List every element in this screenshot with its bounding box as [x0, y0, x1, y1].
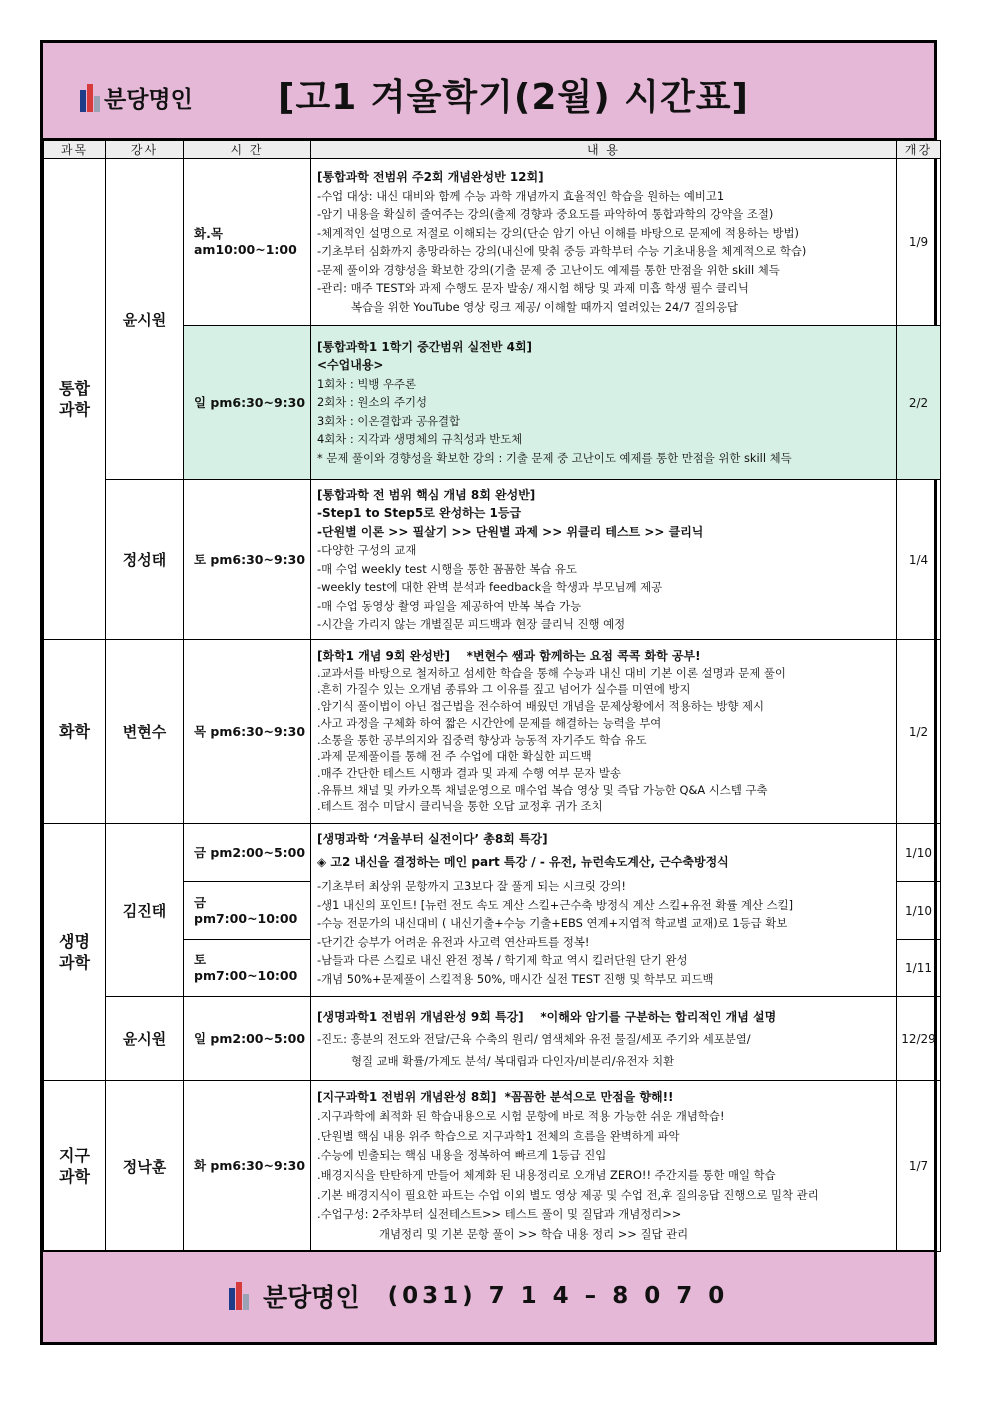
table-row — [44, 480, 941, 640]
table-row — [44, 824, 941, 882]
class-time: 토 pm6:30~9:30 — [184, 480, 311, 640]
content-line: 4회차 : 지각과 생명체의 규칙성과 반도체 — [317, 432, 523, 447]
content-line: .사고 과정을 구체화 하여 짧은 시간안에 문제를 해결하는 능력을 부여 — [317, 715, 662, 730]
teacher-name: 정성태 — [106, 480, 184, 640]
class-time: 화 pm6:30~9:30 — [184, 1081, 311, 1252]
teacher-name: 김진태 — [106, 824, 184, 997]
col-teacher: 강사 — [106, 141, 184, 159]
content-line: -문제 풀이와 경향성을 확보한 강의(기출 문제 중 고난이도 예제를 통한 만점을 위한 skill 체득 — [317, 262, 780, 277]
class-content — [311, 640, 897, 824]
table-row — [44, 640, 941, 824]
content-line: .매주 간단한 테스트 시행과 결과 및 과제 수행 여부 문자 발송 — [317, 765, 621, 780]
course-title: [통합과학 전범위 주2회 개념완성반 12회] — [317, 170, 544, 184]
content-line: -Step1 to Step5로 완성하는 1등급 — [317, 506, 522, 520]
academy-logo-icon — [229, 1282, 249, 1310]
teacher-name: 변현수 — [106, 640, 184, 824]
course-title — [317, 1088, 890, 1108]
content-line: 복습을 위한 YouTube 영상 링크 제공/ 이해할 때까지 열려있는 24/7 질의응답 — [351, 299, 739, 314]
table-header-row — [44, 141, 941, 159]
content-line: .기본 배경지식이 필요한 파트는 수업 이외 별도 영상 제공 및 수업 전,후 질의응답 진행으로 밀착 관리 — [317, 1187, 819, 1202]
subject-earth-science: 지구 과학 — [44, 1081, 106, 1252]
table-row — [44, 159, 941, 326]
class-content — [311, 326, 897, 480]
class-content — [311, 1081, 897, 1252]
content-line: -개념 50%+문제풀이 스킬적용 50%, 매시간 실전 TEST 진행 및 학부모 피드백 — [317, 971, 714, 986]
table-row — [44, 1081, 941, 1252]
teacher-name: 윤시원 — [106, 159, 184, 480]
course-title: [통합과학 전 범위 핵심 개념 8회 완성반] — [317, 487, 536, 502]
course-subtitle: ◈ 고2 내신을 결정하는 메인 part 특강 / - 유전, 뉴런속도계산, 근수축방정식 — [317, 854, 729, 869]
academy-logo-icon — [80, 84, 100, 112]
start-date: 1/11 — [897, 940, 941, 997]
course-title-tagline: *변현수 쌤과 함께하는 요점 콕콕 화학 공부! — [466, 648, 701, 663]
content-line: -매 수업 weekly test 시행을 통한 꼼꼼한 복습 유도 — [317, 561, 577, 576]
course-title-main: [지구과학1 전범위 개념완성 8회] — [317, 1089, 497, 1104]
content-line: .소통을 통한 공부의지와 집중력 향상과 능동적 자기주도 학습 유도 — [317, 732, 647, 747]
content-line: -다양한 구성의 교재 — [317, 543, 417, 557]
start-date: 1/9 — [897, 159, 941, 326]
content-line: <수업내용> — [317, 358, 384, 373]
content-line: -수능 전문가의 내신대비 ( 내신기출+수능 기출+EBS 연계+지엽적 학교별 교재)로 1등급 확보 — [317, 916, 788, 930]
start-date: 1/2 — [897, 640, 941, 824]
course-title: [통합과학1 1학기 중간범위 실전반 4회] — [317, 339, 533, 354]
content-line: 3회차 : 이온결합과 공유결합 — [317, 413, 460, 428]
col-subject: 과목 — [44, 141, 106, 159]
schedule-table — [43, 140, 941, 1252]
course-title-tagline: *꼼꼼한 분석으로 만점을 향해!! — [504, 1089, 674, 1104]
content-line: .수능에 빈출되는 핵심 내용을 정복하여 빠르게 1등급 진입 — [317, 1148, 607, 1163]
start-date: 1/4 — [897, 480, 941, 640]
footer-brand-name: 분당명인 — [263, 1283, 360, 1312]
content-line: -기초부터 심화까지 총망라하는 강의(내신에 맞춰 중등 과학부터 수능 기초내용을 체계적으로 학습) — [317, 244, 807, 258]
content-line: -체계적인 설명으로 저절로 이해되는 강의(단순 암기 아닌 이해를 바탕으로 문제에 적용하는 방법) — [317, 225, 799, 240]
class-time: 목 pm6:30~9:30 — [184, 640, 311, 824]
content-line: .흔히 가질수 있는 오개념 종류와 그 이유를 짚고 넘어가 실수를 미연에 방지 — [317, 682, 691, 697]
content-line: .지구과학에 최적화 된 학습내용으로 시험 문항에 바로 적용 가능한 쉬운 개념학습! — [317, 1109, 725, 1124]
page-title: [고1 겨울학기(2월) 시간표] — [278, 77, 749, 118]
content-line: .수업구성: 2주차부터 실전테스트>> 테스트 풀이 및 질답과 개념정리>> — [317, 1207, 682, 1222]
content-line: .암기식 풀이법이 아닌 접근법을 전수하여 배웠던 개념을 문제상황에서 적용하는 방향 제시 — [317, 699, 764, 714]
content-line: -남들과 다른 스킬로 내신 완전 정복 / 학기제 학교 역시 킬러단원 단기 완성 — [317, 953, 688, 967]
content-line: .배경지식을 탄탄하게 만들어 체계화 된 내용정리로 오개념 ZERO!! 주간지를 통한 매일 학습 — [317, 1168, 776, 1182]
content-line: -기초부터 최상위 문항까지 고3보다 잘 풀게 되는 시크릿 강의! — [317, 879, 626, 893]
course-title-main: [생명과학1 전범위 개념완성 9회 특강] — [317, 1009, 524, 1024]
content-line: -단원별 이론 >> 필살기 >> 단원별 과제 >> 위클리 테스트 >> 클리닉 — [317, 524, 704, 539]
class-content — [311, 824, 897, 997]
content-line: 1회차 : 빅뱅 우주론 — [317, 376, 416, 391]
content-line: -단기간 승부가 어려운 유전과 사고력 연산파트를 정복! — [317, 934, 590, 949]
class-content — [311, 480, 897, 640]
class-content — [311, 159, 897, 326]
col-time: 시 간 — [184, 141, 311, 159]
timetable-sheet — [40, 40, 937, 1345]
course-title: [생명과학 ‘겨울부터 실전이다’ 총8회 특강] — [317, 832, 548, 846]
class-content — [311, 997, 897, 1081]
content-line: 개념정리 및 기본 문항 풀이 >> 학습 내용 정리 >> 질답 관리 — [379, 1226, 689, 1241]
course-title-main: [화학1 개념 9회 완성반] — [317, 648, 450, 663]
brand — [80, 81, 193, 114]
content-line: -암기 내용을 확실히 줄여주는 강의(출제 경향과 중요도를 파악하여 통합과학의 강약을 조절) — [317, 207, 774, 221]
content-line: -진도: 흥분의 전도와 전달/근육 수축의 원리/ 염색체와 유전 물질/세포 주기와 세포분열/ — [317, 1031, 751, 1046]
content-line: -수업 대상: 내신 대비와 함께 수능 과학 개념까지 효율적인 학습을 원하는 예비고1 — [317, 188, 725, 203]
content-line: .유튜브 채널 및 카카오톡 채널운영으로 매수업 복습 영상 및 즉답 가능한 Q&A 시스템 구축 — [317, 782, 768, 797]
class-time: 토 pm7:00~10:00 — [184, 940, 311, 997]
content-line: .테스트 점수 미달시 클리닉을 통한 오답 교정후 귀가 조치 — [317, 799, 603, 814]
course-title-tagline: *이해와 암기를 구분하는 합리적인 개념 설명 — [540, 1009, 777, 1024]
class-time: 일 pm2:00~5:00 — [184, 997, 311, 1081]
content-line: .과제 문제풀이를 통해 전 주 수업에 대한 확실한 피드백 — [317, 749, 592, 764]
header-banner — [43, 43, 934, 140]
class-time: 금 pm2:00~5:00 — [184, 824, 311, 882]
class-time: 화.목 am10:00~1:00 — [184, 159, 311, 326]
teacher-name: 정낙훈 — [106, 1081, 184, 1252]
start-date: 2/2 — [897, 326, 941, 480]
course-title — [317, 648, 890, 665]
start-date: 1/7 — [897, 1081, 941, 1252]
content-line: .교과서를 바탕으로 철저하고 섬세한 학습을 통해 수능과 내신 대비 기본 이론 설명과 문제 풀이 — [317, 665, 786, 680]
content-line: -생1 내신의 포인트! [뉴런 전도 속도 계산 스킬+근수축 방정식 계산 스킬+유전 확률 계산 스킬] — [317, 897, 794, 912]
col-start: 개강 — [897, 141, 941, 159]
content-line: .단원별 핵심 내용 위주 학습으로 지구과학1 전체의 흐름을 완벽하게 파악 — [317, 1128, 680, 1143]
content-line: -시간을 가리지 않는 개별질문 피드백과 현장 클리닉 진행 예정 — [317, 617, 626, 631]
content-line: 2회차 : 원소의 주기성 — [317, 395, 427, 410]
subject-chemistry: 화학 — [44, 640, 106, 824]
start-date: 1/10 — [897, 882, 941, 940]
phone-number: (031) 7 1 4 – 8 0 7 0 — [387, 1283, 729, 1309]
subject-integrated: 통합 과학 — [44, 159, 106, 640]
teacher-name: 윤시원 — [106, 997, 184, 1081]
content-line: -weekly test에 대한 완벽 분석과 feedback을 학생과 부모님께 제공 — [317, 580, 663, 594]
class-time: 일 pm6:30~9:30 — [184, 326, 311, 480]
footer-brand — [229, 1278, 728, 1314]
content-line: -매 수업 동영상 촬영 파일을 제공하여 반복 복습 가능 — [317, 598, 582, 613]
start-date: 1/10 — [897, 824, 941, 882]
col-content: 내 용 — [311, 141, 897, 159]
subject-life-science: 생명 과학 — [44, 824, 106, 1081]
content-line: 형질 교배 확률/가계도 분석/ 복대립과 다인자/비분리/유전자 치환 — [351, 1053, 675, 1068]
brand-name: 분당명인 — [104, 87, 193, 113]
content-line: -관리: 매주 TEST와 과제 수행도 문자 발송/ 재시험 해당 및 과제 미흡 학생 필수 클리닉 — [317, 281, 749, 295]
table-row — [44, 997, 941, 1081]
start-date: 12/29 — [897, 997, 941, 1081]
footer-banner — [43, 1250, 934, 1342]
content-line: * 문제 풀이와 경향성을 확보한 강의 : 기출 문제 중 고난이도 예제를 통한 만점을 위한 skill 체득 — [317, 450, 792, 465]
class-time: 금 pm7:00~10:00 — [184, 882, 311, 940]
course-title — [317, 1006, 890, 1028]
